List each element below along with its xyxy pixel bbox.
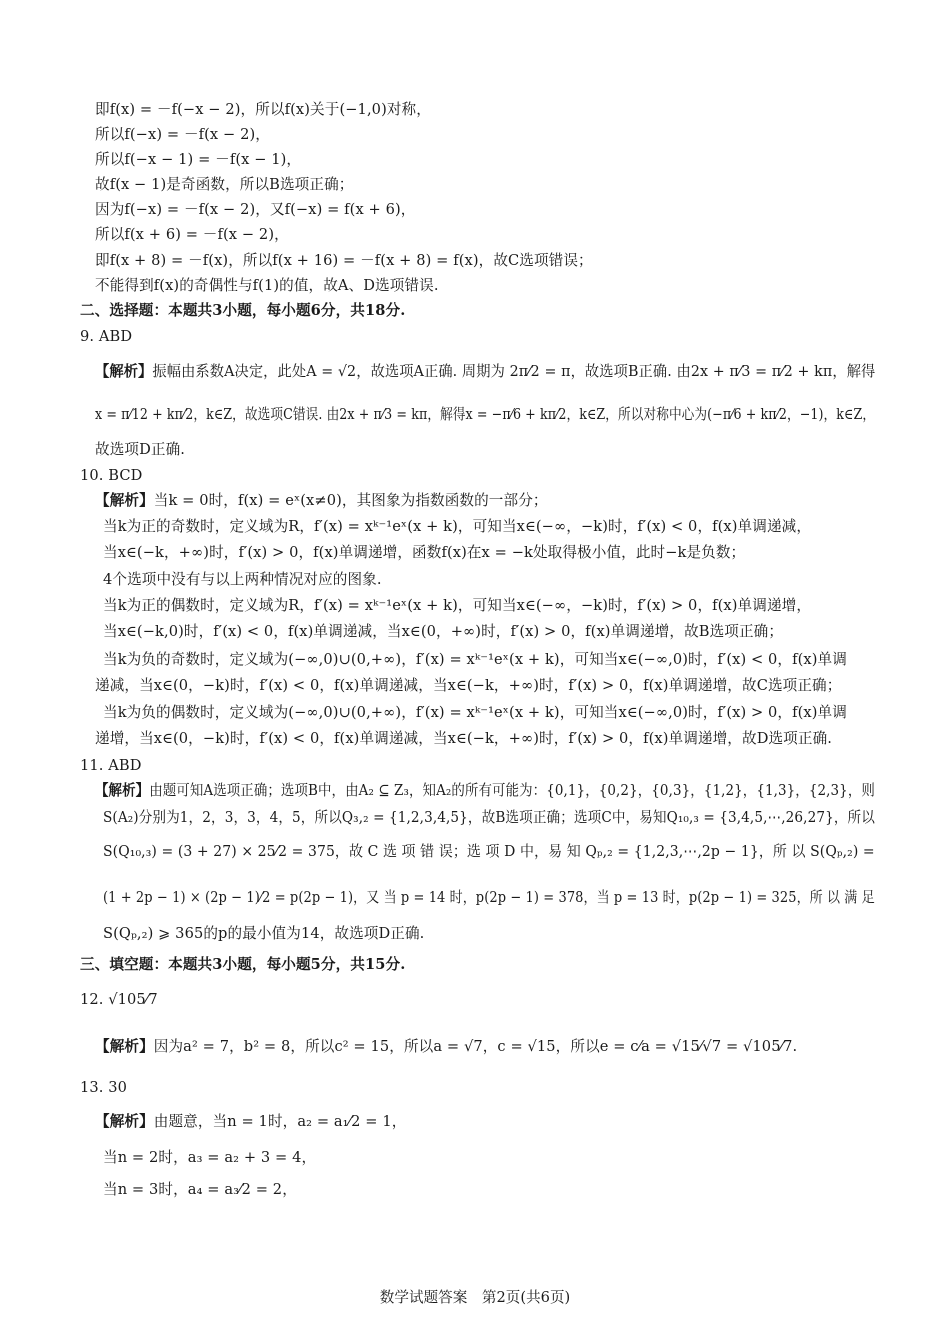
line-text: 递增，当x∈(0，−k)时，f′(x) < 0，f(x)单调递减，当x∈(−k，+∞)时，f′(x) > 0，f(x)单调递增，故D选项正确. bbox=[95, 730, 833, 747]
text-line bbox=[95, 440, 185, 460]
line-text: 当k为正的偶数时，定义域为R，f′(x) = xᵏ⁻¹eˣ(x + k)，可知当x∈(−∞，−k)时，f′(x) > 0，f(x)单调递增， bbox=[103, 597, 812, 614]
text-line bbox=[95, 175, 353, 195]
line-text: 所以f(−x − 1) = －f(x − 1)， bbox=[95, 151, 302, 168]
text-line bbox=[95, 200, 416, 220]
text-line bbox=[103, 650, 847, 670]
line-text: 当n = 3时，a₄ = a₃⁄2 = 2， bbox=[103, 1181, 297, 1198]
line-text: 12. √105⁄7 bbox=[80, 991, 158, 1008]
line-text: 当k为负的奇数时，定义域为(−∞,0)∪(0,+∞)，f′(x) = xᵏ⁻¹eˣ(x + k)，可知当x∈(−∞,0)时，f′(x) < 0，f(x)单调 bbox=[103, 651, 847, 668]
line-text: 11. ABD bbox=[80, 757, 142, 774]
line-text: (1 + 2p − 1) × (2p − 1)⁄2 = p(2p − 1)，又 当 p = 14 时，p(2p − 1) = 378，当 p = 13 时，p(2p − 1) = 325，所 以 满 足 bbox=[103, 889, 875, 906]
text-line bbox=[95, 405, 875, 425]
line-text: 不能得到f(x)的奇偶性与f(1)的值，故A、D选项错误. bbox=[95, 277, 439, 294]
text-line bbox=[103, 543, 745, 563]
section-heading bbox=[80, 301, 405, 321]
analysis-tag: 【解析】 bbox=[95, 492, 154, 509]
text-line bbox=[80, 990, 158, 1010]
line-text: 13. 30 bbox=[80, 1079, 128, 1096]
text-line bbox=[80, 466, 142, 486]
section-heading bbox=[80, 955, 405, 975]
text-line bbox=[103, 842, 875, 862]
line-text: 由题可知A选项正确；选项B中，由A₂ ⊆ Z₃，知A₂的所有可能为：{0,1}，{0,2}，{0,3}，{1,2}，{1,3}，{2,3}，则 bbox=[149, 782, 875, 799]
text-line bbox=[103, 1148, 316, 1168]
text-line bbox=[95, 1037, 797, 1057]
analysis-tag: 【解析】 bbox=[95, 1113, 154, 1130]
line-text: 当x∈(−k,0)时，f′(x) < 0，f(x)单调递减，当x∈(0，+∞)时，f′(x) > 0，f(x)单调递增，故B选项正确； bbox=[103, 623, 784, 640]
line-text: 10. BCD bbox=[80, 467, 143, 484]
analysis-tag: 【解析】 bbox=[95, 782, 150, 799]
line-text: S(Q₁₀,₃) = (3 + 27) × 25⁄2 = 375，故 C 选 项 错 误；选 项 D 中，易 知 Qₚ,₂ = {1,2,3,⋯,2p − 1}，所 以 S(Qₚ,₂) = bbox=[103, 843, 875, 860]
text-line bbox=[95, 491, 548, 511]
text-line bbox=[103, 622, 783, 642]
analysis-tag: 【解析】 bbox=[95, 363, 153, 380]
text-line bbox=[95, 781, 875, 801]
text-line bbox=[95, 251, 593, 271]
text-line bbox=[95, 1112, 406, 1132]
line-text: 所以f(x + 6) = －f(x − 2)， bbox=[95, 226, 289, 243]
line-text: 所以f(−x) = －f(x − 2)， bbox=[95, 126, 270, 143]
page-footer: 数学试题答案 第2页(共6页) bbox=[379, 1289, 571, 1306]
text-line bbox=[95, 150, 301, 170]
line-text: S(A₂)分别为1，2，3，3，4，5，所以Q₃,₂ = {1,2,3,4,5}，故B选项正确；选项C中，易知Q₁₀,₃ = {3,4,5,⋯,26,27}，所以 bbox=[103, 809, 875, 826]
analysis-tag: 【解析】 bbox=[95, 1038, 154, 1055]
line-text: 当k = 0时，f(x) = eˣ(x≠0)，其图象为指数函数的一部分； bbox=[153, 492, 548, 509]
line-text: S(Qₚ,₂) ⩾ 365的p的最小值为14，故选项D正确. bbox=[103, 925, 425, 942]
text-line bbox=[95, 276, 439, 296]
line-text: 当x∈(−k，+∞)时，f′(x) > 0，f(x)单调递增，函数f(x)在x = −k处取得极小值，此时−k是负数； bbox=[103, 544, 746, 561]
line-text: x = π⁄12 + kπ⁄2，k∈Z，故选项C错误. 由2x + π⁄3 = kπ，解得x = −π⁄6 + kπ⁄2，k∈Z，所以对称中心为(−π⁄6 + kπ⁄2，−1)，k∈Z， bbox=[95, 406, 876, 423]
line-text: 因为a² = 7，b² = 8，所以c² = 15，所以a = √7，c = √15，所以e = c⁄a = √15⁄√7 = √105⁄7. bbox=[153, 1038, 798, 1055]
line-text: 由题意，当n = 1时，a₂ = a₁⁄2 = 1， bbox=[153, 1113, 407, 1130]
text-line bbox=[103, 703, 847, 723]
line-text: 当k为负的偶数时，定义域为(−∞,0)∪(0,+∞)，f′(x) = xᵏ⁻¹eˣ(x + k)，可知当x∈(−∞,0)时，f′(x) > 0，f(x)单调 bbox=[103, 704, 847, 721]
text-line bbox=[95, 125, 270, 145]
line-text: 故选项D正确. bbox=[95, 441, 186, 458]
line-text: 9. ABD bbox=[80, 328, 133, 345]
line-text: 三、填空题：本题共3小题，每小题5分，共15分. bbox=[80, 956, 406, 973]
line-text: 二、选择题：本题共3小题，每小题6分，共18分. bbox=[80, 302, 406, 319]
text-line bbox=[95, 225, 289, 245]
text-line bbox=[103, 596, 811, 616]
line-text: 故f(x − 1)是奇函数，所以B选项正确； bbox=[95, 176, 354, 193]
text-line bbox=[80, 327, 132, 347]
line-text: 4个选项中没有与以上两种情况对应的图象. bbox=[103, 571, 382, 588]
text-line bbox=[103, 888, 875, 908]
text-line bbox=[95, 100, 431, 120]
text-line bbox=[103, 517, 811, 537]
text-line bbox=[95, 676, 841, 696]
text-line bbox=[103, 1180, 297, 1200]
text-line bbox=[80, 756, 142, 776]
line-text: 即f(x) = －f(−x − 2)，所以f(x)关于(−1,0)对称， bbox=[95, 101, 431, 118]
line-text: 当n = 2时，a₃ = a₂ + 3 = 4， bbox=[103, 1149, 317, 1166]
line-text: 即f(x + 8) = －f(x)，所以f(x + 16) = －f(x + 8) = f(x)，故C选项错误； bbox=[95, 252, 593, 269]
line-text: 振幅由系数A决定，此处A = √2，故选项A正确. 周期为 2π⁄2 = π，故选项B正确. 由2x + π⁄3 = π⁄2 + kπ，解得 bbox=[152, 363, 876, 380]
text-line bbox=[95, 362, 875, 382]
text-line bbox=[103, 924, 424, 944]
text-line bbox=[103, 570, 382, 590]
line-text: 递减，当x∈(0，−k)时，f′(x) < 0，f(x)单调递减，当x∈(−k，+∞)时，f′(x) > 0，f(x)单调递增，故C选项正确； bbox=[95, 677, 842, 694]
text-line bbox=[95, 729, 832, 749]
line-text: 当k为正的奇数时，定义域为R，f′(x) = xᵏ⁻¹eˣ(x + k)，可知当x∈(−∞，−k)时，f′(x) < 0，f(x)单调递减， bbox=[103, 518, 812, 535]
text-line bbox=[103, 808, 875, 828]
text-line bbox=[80, 1078, 127, 1098]
line-text: 因为f(−x) = －f(x − 2)，又f(−x) = f(x + 6)， bbox=[95, 201, 416, 218]
